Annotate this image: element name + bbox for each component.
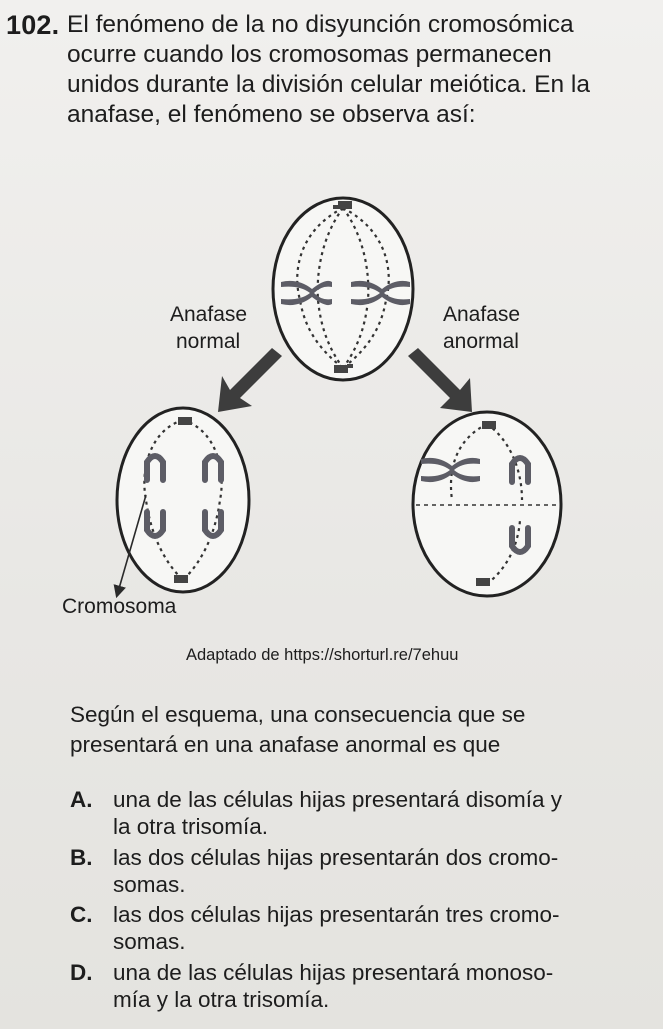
question-statement xyxy=(67,10,647,130)
option-c[interactable] xyxy=(70,901,559,955)
label-chromosome: Cromosoma xyxy=(62,595,177,618)
normal-daughter-cell xyxy=(117,408,249,592)
arrow-abnormal xyxy=(408,348,472,412)
option-letter: A. xyxy=(70,787,93,812)
abnormal-daughter-cell xyxy=(413,412,561,596)
parent-cell xyxy=(273,198,413,380)
statement-line: ocurre cuando los cromosomas permanecen xyxy=(67,41,552,68)
option-text: la otra trisomía. xyxy=(113,814,269,839)
option-letter: D. xyxy=(70,960,93,985)
option-b[interactable] xyxy=(70,844,558,898)
statement-line: El fenómeno de la no disyunción cromosómica xyxy=(67,11,574,38)
option-letter: C. xyxy=(70,902,93,927)
option-letter: B. xyxy=(70,845,93,870)
label-abnormal-1: Anafase xyxy=(443,303,521,326)
statement-line: anafase, el fenómeno se observa así: xyxy=(67,101,476,128)
option-text: las dos células hijas presentarán dos cromo- xyxy=(113,845,559,870)
option-text: somas. xyxy=(113,929,186,954)
anaphase-diagram xyxy=(0,190,663,635)
option-d[interactable] xyxy=(70,959,553,1013)
option-text: mía y la otra trisomía. xyxy=(113,987,330,1012)
figure-caption: Adaptado de https://shorturl.re/7ehuu xyxy=(186,646,459,664)
option-text: somas. xyxy=(113,872,186,897)
option-text: las dos células hijas presentarán tres cromo- xyxy=(113,902,560,927)
diagram-svg xyxy=(0,190,663,630)
arrow-normal xyxy=(218,348,282,412)
label-abnormal-2: anormal xyxy=(443,330,519,353)
label-normal-2: normal xyxy=(176,330,241,353)
question-prompt xyxy=(70,700,650,760)
prompt-line: Según el esquema, una consecuencia que se xyxy=(70,702,526,727)
statement-line: unidos durante la división celular meiótica. En la xyxy=(67,71,590,98)
label-normal-1: Anafase xyxy=(170,303,248,326)
question-number: 102. xyxy=(6,10,60,40)
option-text: una de las células hijas presentará disomía y xyxy=(113,787,563,812)
option-text: una de las células hijas presentará monoso- xyxy=(113,960,554,985)
option-a[interactable] xyxy=(70,786,562,840)
prompt-line: presentará en una anafase anormal es que xyxy=(70,732,501,757)
